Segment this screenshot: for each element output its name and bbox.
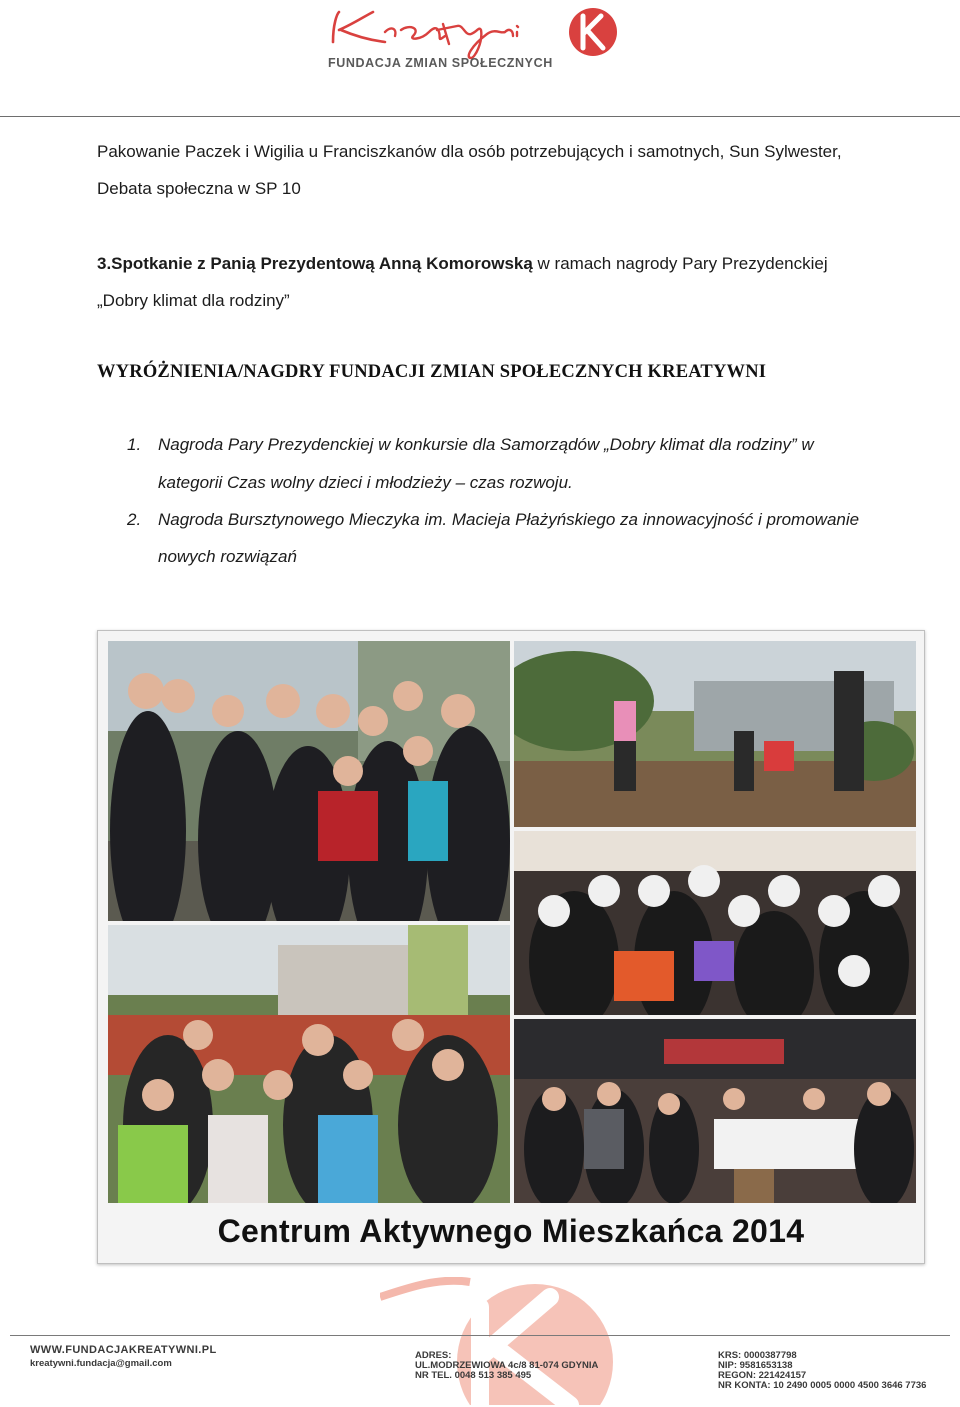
meeting-description: w ramach nagrody Pary Prezydenckiej [532, 254, 828, 273]
halloween-photo [514, 831, 916, 1015]
awards-heading: WYRÓŻNIENIA/NAGDRY FUNDACJI ZMIAN SPOŁECZNYCH KREATYWNI [97, 362, 767, 382]
list-item-number: 1. [127, 435, 142, 454]
list-item-text: nowych rozwiązań [158, 547, 297, 566]
footer-nip: NIP: 9581653138 [718, 1360, 793, 1371]
group-photo [108, 641, 510, 921]
list-item-number: 2. [127, 510, 142, 529]
garden-photo [514, 641, 916, 827]
footer-phone: NR TEL. 0048 513 385 495 [415, 1370, 532, 1381]
footer-account: NR KONTA: 10 2490 0005 0000 4500 3646 7736 [718, 1380, 927, 1391]
footer-website: WWW.FUNDACJAKREATYWNI.PL [30, 1344, 217, 1356]
list-item-text: kategorii Czas wolny dzieci i młodzieży – czas rozwoju. [158, 473, 573, 492]
letterhead [0, 0, 960, 118]
footer-address: UL.MODRZEWIOWA 4c/8 81-074 GDYNIA [415, 1360, 599, 1371]
paragraph-line [97, 254, 828, 274]
footer-address-label: ADRES: [415, 1350, 452, 1361]
footer-logo-watermark-icon [380, 1277, 630, 1405]
kreatywni-logo-icon [325, 2, 625, 64]
logo-subtitle: FUNDACJA ZMIAN SPOŁECZNYCH [328, 56, 553, 70]
footer-divider [10, 1335, 950, 1336]
list-item-text: Nagroda Pary Prezydenckiej w konkursie dla Samorządów „Dobry klimat dla rodziny” w [158, 435, 814, 454]
footer-regon: REGON: 221424157 [718, 1370, 807, 1381]
community-hall-photo [514, 1019, 916, 1203]
list-item-text: Nagroda Bursztynowego Mieczyka im. Macieja Płażyńskiego za innowacyjność i promowanie [158, 510, 860, 529]
footer-email: kreatywni.fundacja@gmail.com [30, 1358, 172, 1369]
outdoor-group-photo [108, 925, 510, 1203]
photo-collage [97, 630, 925, 1264]
meeting-title: 3.Spotkanie z Panią Prezydentową Anną Komorowską [97, 254, 533, 273]
paragraph-line: Debata społeczna w SP 10 [97, 179, 301, 198]
paragraph-line: Pakowanie Paczek i Wigilia u Franciszkanów dla osób potrzebujących i samotnych, Sun Sylwester, [97, 142, 842, 161]
header-divider [0, 116, 960, 117]
collage-caption: Centrum Aktywnego Mieszkańca 2014 [217, 1213, 805, 1249]
footer-krs: KRS: 0000387798 [718, 1350, 797, 1361]
paragraph-line: „Dobry klimat dla rodziny” [97, 291, 290, 310]
